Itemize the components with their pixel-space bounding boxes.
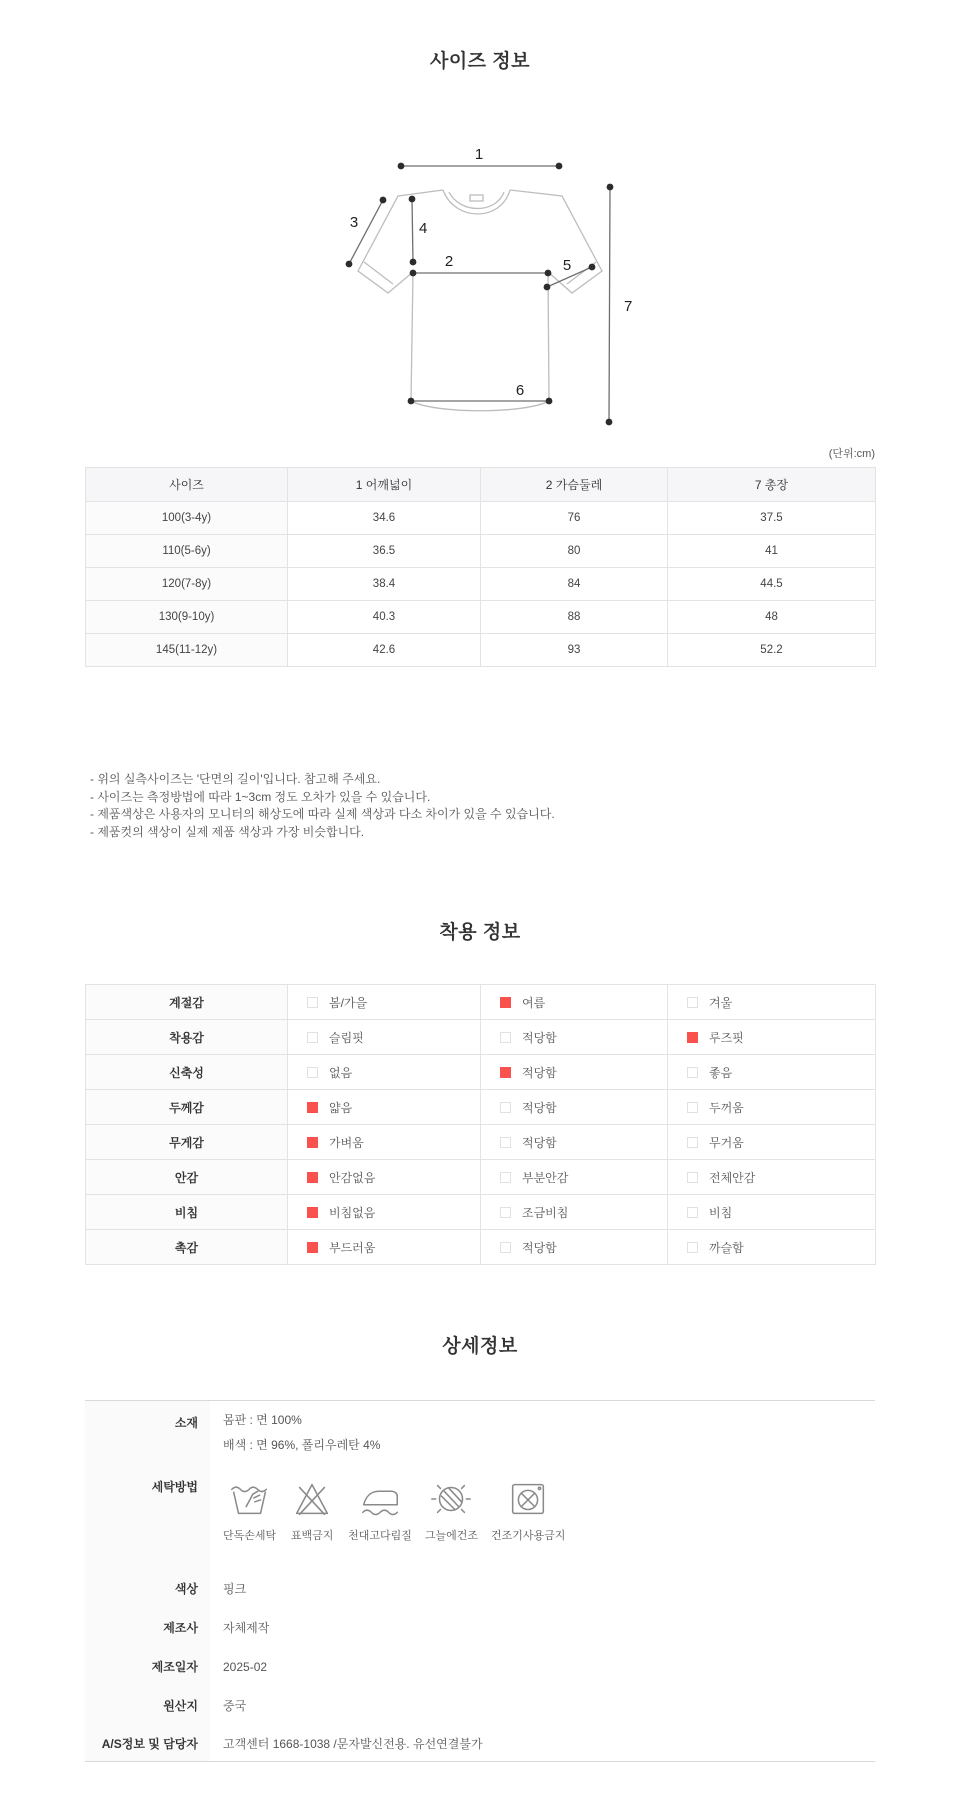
checkbox-icon — [500, 1137, 511, 1148]
fit-option-label: 무거움 — [709, 1135, 744, 1150]
note-line: - 제품색상은 사용자의 모니터의 해상도에 따라 실제 색상과 다소 차이가 있을 수 있습니다. — [90, 807, 555, 821]
fit-option-label: 안감없음 — [329, 1170, 376, 1185]
fit-option — [481, 1160, 668, 1195]
fit-row — [86, 1055, 876, 1090]
fit-option — [668, 1090, 876, 1125]
care-label: 표백금지 — [290, 1530, 334, 1542]
value-cell: 80 — [481, 535, 668, 568]
checkbox-icon — [307, 1032, 318, 1043]
fit-option — [481, 1230, 668, 1265]
fit-row-label: 무게감 — [86, 1125, 288, 1160]
fit-option-label: 가벼움 — [329, 1135, 364, 1150]
fit-option-label: 적당함 — [522, 1065, 557, 1080]
care-item — [491, 1475, 565, 1543]
shade-dry-icon — [428, 1475, 474, 1521]
fit-option — [668, 1230, 876, 1265]
fit-option — [668, 1195, 876, 1230]
fit-option — [481, 1055, 668, 1090]
value-cell: 48 — [668, 601, 876, 634]
fit-option-label: 좋음 — [709, 1065, 733, 1080]
iron-cloth-icon — [357, 1475, 403, 1521]
note-line: - 제품컷의 색상이 실제 제품 색상과 가장 비슷합니다. — [90, 824, 365, 839]
size-section-title: 사이즈 정보 — [429, 51, 531, 72]
fit-row-label: 안감 — [86, 1160, 288, 1195]
fit-option — [668, 1020, 876, 1055]
fit-option — [668, 985, 876, 1020]
material-line: 배색 : 면 96%, 폴리우레탄 4% — [223, 1438, 381, 1452]
value-cell: 44.5 — [668, 568, 876, 601]
value-cell: 52.2 — [668, 634, 876, 667]
fit-option — [288, 1230, 481, 1265]
checkbox-icon — [687, 1207, 698, 1218]
fit-option — [288, 985, 481, 1020]
table-row — [86, 634, 876, 667]
fit-option-label: 겨울 — [709, 995, 733, 1010]
detail-row-color — [85, 1569, 875, 1608]
fit-option-label: 없음 — [329, 1065, 353, 1080]
checkbox-icon — [307, 1242, 318, 1253]
detail-row-value: 핑크 — [223, 1582, 247, 1596]
fit-option — [288, 1090, 481, 1125]
detail-row-care — [85, 1463, 875, 1569]
fit-option-label: 적당함 — [522, 1100, 557, 1115]
measure-label-1: 1 — [474, 146, 484, 163]
checkbox-icon — [500, 997, 511, 1008]
detail-row-label: 소재 — [85, 1401, 210, 1463]
fit-option — [668, 1160, 876, 1195]
fit-row-label: 계절감 — [86, 985, 288, 1020]
checkbox-icon — [307, 1067, 318, 1078]
detail-row-manufacturer — [85, 1608, 875, 1647]
table-row — [86, 502, 876, 535]
fit-option-label: 적당함 — [522, 1030, 557, 1045]
detail-section-title: 상세정보 — [442, 1336, 518, 1357]
fit-option — [288, 1125, 481, 1160]
value-cell: 42.6 — [288, 634, 481, 667]
fit-option — [288, 1020, 481, 1055]
checkbox-icon — [687, 1102, 698, 1113]
unit-label: (단위:cm) — [828, 448, 875, 460]
detail-row-material — [85, 1401, 875, 1463]
checkbox-icon — [500, 1172, 511, 1183]
value-cell: 93 — [481, 634, 668, 667]
detail-row-as — [85, 1725, 875, 1761]
size-cell: 120(7-8y) — [86, 568, 288, 601]
value-cell: 88 — [481, 601, 668, 634]
size-cell: 100(3-4y) — [86, 502, 288, 535]
size-notes — [90, 771, 960, 841]
checkbox-icon — [307, 1172, 318, 1183]
detail-row-label: 제조일자 — [85, 1647, 210, 1686]
fit-table — [85, 984, 876, 1265]
fit-option-label: 슬림핏 — [329, 1030, 364, 1045]
detail-row-date — [85, 1647, 875, 1686]
detail-row-value: 중국 — [223, 1699, 247, 1713]
fit-option-label: 전체안감 — [709, 1170, 756, 1185]
checkbox-icon — [307, 1102, 318, 1113]
value-cell: 37.5 — [668, 502, 876, 535]
size-cell: 130(9-10y) — [86, 601, 288, 634]
measurement-lines — [346, 163, 614, 426]
checkbox-icon — [307, 1207, 318, 1218]
fit-row-label: 두께감 — [86, 1090, 288, 1125]
value-cell: 76 — [481, 502, 668, 535]
fit-option-label: 비침없음 — [329, 1205, 376, 1220]
fit-row — [86, 1195, 876, 1230]
measure-label-2: 2 — [444, 253, 454, 270]
fit-row-label: 비침 — [86, 1195, 288, 1230]
measure-label-3: 3 — [349, 214, 359, 231]
detail-row-label: A/S정보 및 담당자 — [85, 1725, 210, 1761]
measure-label-6: 6 — [515, 382, 525, 399]
measure-label-7: 7 — [624, 298, 633, 315]
detail-row-value: 고객센터 1668-1038 /문자발신전용. 유선연결불가 — [223, 1736, 483, 1751]
detail-row-value: 자체제작 — [223, 1621, 270, 1635]
col-header-size: 사이즈 — [86, 468, 288, 502]
hand-wash-icon — [227, 1475, 273, 1521]
fit-option — [481, 985, 668, 1020]
fit-option — [288, 1195, 481, 1230]
care-label: 천대고다림질 — [348, 1530, 412, 1542]
detail-table — [85, 1400, 875, 1762]
fit-section-title: 착용 정보 — [439, 922, 521, 943]
checkbox-icon — [687, 1172, 698, 1183]
care-item — [223, 1475, 276, 1543]
value-cell: 40.3 — [288, 601, 481, 634]
measure-label-5: 5 — [562, 257, 572, 274]
fit-option-label: 까슬함 — [709, 1240, 744, 1255]
fit-option — [668, 1055, 876, 1090]
value-cell: 84 — [481, 568, 668, 601]
detail-row-origin — [85, 1686, 875, 1725]
fit-option — [288, 1055, 481, 1090]
fit-option — [288, 1160, 481, 1195]
table-row — [86, 568, 876, 601]
fit-option — [481, 1090, 668, 1125]
detail-row-label: 세탁방법 — [85, 1463, 210, 1569]
checkbox-icon — [500, 1102, 511, 1113]
fit-row-label: 착용감 — [86, 1020, 288, 1055]
care-item — [289, 1475, 335, 1543]
fit-row — [86, 1020, 876, 1055]
fit-option-label: 두꺼움 — [709, 1100, 744, 1115]
care-item — [348, 1475, 412, 1543]
no-tumble-dry-icon — [505, 1475, 551, 1521]
checkbox-icon — [307, 1137, 318, 1148]
care-item — [425, 1475, 478, 1543]
value-cell: 34.6 — [288, 502, 481, 535]
fit-option-label: 봄/가을 — [329, 995, 368, 1010]
note-line: - 사이즈는 측정방법에 따라 1~3cm 정도 오차가 있을 수 있습니다. — [90, 789, 431, 804]
fit-option-label: 부분안감 — [522, 1170, 569, 1185]
fit-option — [481, 1020, 668, 1055]
table-row — [86, 535, 876, 568]
tshirt-measurement-diagram — [280, 123, 680, 435]
detail-row-label: 원산지 — [85, 1686, 210, 1725]
fit-option — [668, 1125, 876, 1160]
checkbox-icon — [687, 1242, 698, 1253]
fit-option-label: 적당함 — [522, 1135, 557, 1150]
checkbox-icon — [687, 997, 698, 1008]
size-cell: 145(11-12y) — [86, 634, 288, 667]
checkbox-icon — [500, 1067, 511, 1078]
fit-option-label: 조금비침 — [522, 1205, 569, 1220]
value-cell: 41 — [668, 535, 876, 568]
fit-option — [481, 1125, 668, 1160]
care-label: 단독손세탁 — [223, 1530, 277, 1542]
value-cell: 36.5 — [288, 535, 481, 568]
fit-option-label: 얇음 — [329, 1100, 353, 1115]
checkbox-icon — [500, 1032, 511, 1043]
fit-option — [481, 1195, 668, 1230]
fit-row — [86, 1125, 876, 1160]
table-row — [86, 601, 876, 634]
detail-row-label: 제조사 — [85, 1608, 210, 1647]
fit-option-label: 루즈핏 — [709, 1030, 744, 1045]
checkbox-icon — [500, 1207, 511, 1218]
fit-option-label: 비침 — [709, 1205, 733, 1220]
fit-option-label: 여름 — [522, 995, 546, 1010]
checkbox-icon — [687, 1137, 698, 1148]
size-table — [85, 467, 876, 667]
col-header-length: 7 총장 — [668, 468, 876, 502]
checkbox-icon — [687, 1067, 698, 1078]
fit-option-label: 부드러움 — [329, 1240, 376, 1255]
checkbox-icon — [687, 1032, 698, 1043]
fit-row — [86, 1090, 876, 1125]
fit-option-label: 적당함 — [522, 1240, 557, 1255]
size-table-header-row — [86, 468, 876, 502]
fit-row — [86, 1160, 876, 1195]
measure-label-4: 4 — [419, 220, 428, 237]
fit-row — [86, 1230, 876, 1265]
care-label: 건조기사용금지 — [491, 1530, 566, 1542]
value-cell: 38.4 — [288, 568, 481, 601]
col-header-shoulder: 1 어깨넓이 — [288, 468, 481, 502]
fit-row-label: 촉감 — [86, 1230, 288, 1265]
tshirt-outline-icon — [358, 190, 602, 411]
detail-row-label: 색상 — [85, 1569, 210, 1608]
fit-row — [86, 985, 876, 1020]
no-bleach-icon — [289, 1475, 335, 1521]
care-label: 그늘에건조 — [424, 1530, 479, 1542]
detail-row-value: 2025-02 — [223, 1659, 268, 1674]
note-line: - 위의 실측사이즈는 '단면의 길이'입니다. 참고해 주세요. — [90, 772, 381, 786]
size-cell: 110(5-6y) — [86, 535, 288, 568]
checkbox-icon — [307, 997, 318, 1008]
fit-row-label: 신축성 — [86, 1055, 288, 1090]
material-line: 몸판 : 면 100% — [223, 1413, 302, 1427]
col-header-chest: 2 가슴둘레 — [481, 468, 668, 502]
checkbox-icon — [500, 1242, 511, 1253]
